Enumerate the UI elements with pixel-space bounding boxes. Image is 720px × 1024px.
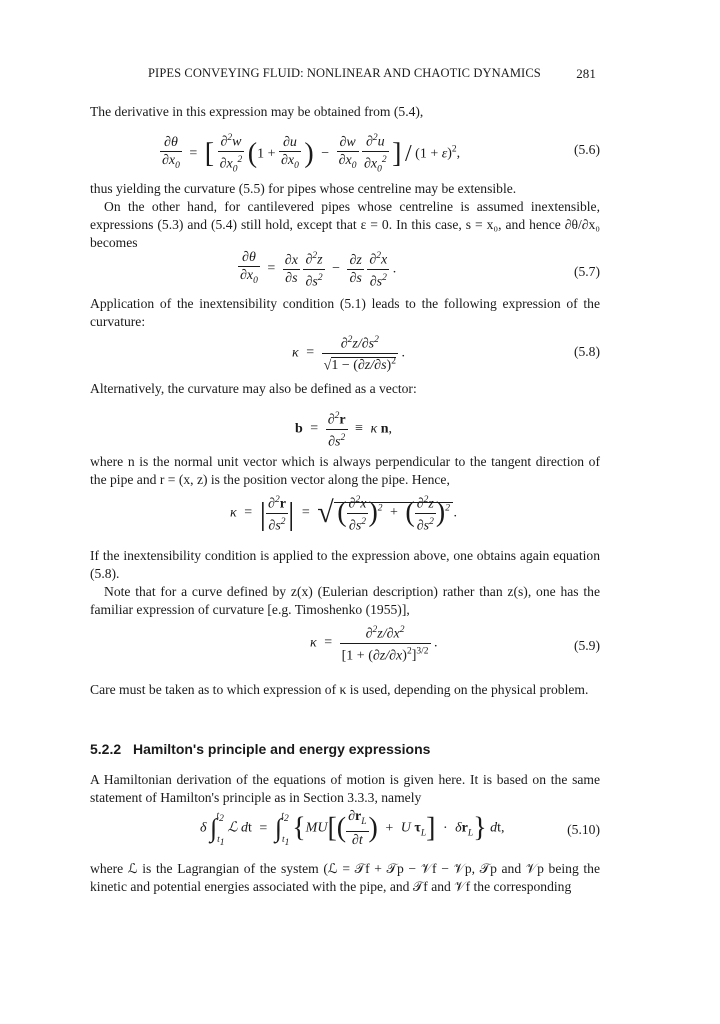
paragraph: A Hamiltonian derivation of the equations of motion is given here. It is based on the same statement of Hamilton's principle as in Section 3.3.3, namely — [90, 772, 600, 805]
equation-number: (5.8) — [573, 344, 600, 359]
equation-number: (5.7) — [573, 264, 600, 279]
section-heading — [90, 741, 430, 757]
paragraph: where n is the normal unit vector which is always perpendicular to the tangent direction of the pipe and r = (x, z) is the position vector along the pipe. Hence, — [90, 454, 600, 487]
paragraph: Care must be taken as to which expression of κ is used, depending on the physical problem. — [90, 682, 589, 697]
section-title: Hamilton's principle and energy expressions — [133, 741, 431, 757]
equation-5-8-body: κ = $\frac{\partial^2z/\partial s^2}{√1 - (\partial z/\partial s)^2}$ . — [292, 332, 405, 374]
equation-5-10-body: δ $\int_{t_1}^{t_2}$ ℒ dt = $\int_{t_1}^{t_2}$ {MU[( $\frac{\partial r_L}{\partial t}$ ) + U $\tau_L] \cdot \delta r_L$} dt, — [200, 809, 505, 848]
equation-curvature-vector — [90, 408, 600, 448]
paragraph: Alternatively, the curvature may also be defined as a vector: — [90, 381, 417, 396]
equation-5-7-body: $\frac{\partial\theta}{\partial x_0}$ = $\frac{\partial x}{\partial s}$ $\frac{\partial^2z}{\partial s^2}$ − $\frac{\partial z}{\partial s}$ $\frac{\partial^2x}{\partial s^2}$ . — [240, 249, 397, 290]
equation-number: (5.9) — [573, 638, 600, 653]
equation-number: (5.6) — [573, 142, 600, 157]
equation-5-9-body: κ = $\frac{\partial^2z/\partial x^2}{[1 + (\partial z/\partial x)^2]^{3/2}}$ . — [310, 622, 438, 664]
paragraph: If the inextensibility condition is applied to the expression above, one obtains again equation (5.8). — [90, 548, 600, 581]
paragraph: Note that for a curve defined by z(x) (Eulerian description) rather than z(s), one has the familiar expression of curvature [e.g. Timoshenko (1955)], — [90, 584, 600, 617]
equation-5-6-body: $\frac{\partial\theta}{\partial x_0}$ = [ $\frac{\partial^2w}{\partial x_0^2}$ (1 + $\frac{\partial u}{\partial x_0}$ ) − $\frac{\partial w}{\partial x_0}$ $\frac{\partial^2u}{\partial x_0^2}$ ] / $(1 + \varepsilon)^2$, — [160, 130, 460, 178]
equation-5-9 — [90, 622, 600, 662]
equation-number: (5.10) — [567, 822, 600, 837]
running-header — [148, 66, 596, 81]
equation-curvature-magnitude — [90, 492, 600, 532]
section-number: 5.2.2 — [90, 741, 122, 757]
equation-5-7 — [90, 248, 600, 288]
equation-curvature-vector-body: b = $\frac{\partial^2r}{\partial s^2}$ ≡ κ n, — [295, 408, 392, 450]
equation-5-8 — [90, 332, 600, 372]
equation-5-10 — [90, 808, 600, 848]
paragraph: Application of the inextensibility condition (5.1) leads to the following expression of the curvature: — [90, 296, 600, 329]
paragraph: thus yielding the curvature (5.5) for pipes whose centreline may be extensible. — [90, 181, 517, 196]
paragraph: On the other hand, for cantilevered pipes whose centreline is assumed inextensible, expressions (5.3) and (5.4) still hold, except that ε = 0. In this case, s = x₀, and hence ∂θ/∂x₀ becomes — [90, 199, 600, 250]
running-title: PIPES CONVEYING FLUID: NONLINEAR AND CHAOTIC DYNAMICS — [148, 66, 541, 80]
paragraph: The derivative in this expression may be obtained from (5.4), — [90, 104, 424, 119]
equation-5-6 — [90, 130, 600, 175]
paragraph: where ℒ is the Lagrangian of the system (ℒ = 𝒯f + 𝒯p − 𝒱f − 𝒱p, 𝒯p and 𝒱p being the kinetic and potential energies associated with the pipe, and 𝒯f and 𝒱f the corresponding — [90, 861, 600, 894]
equation-curvature-magnitude-body: κ = | $\frac{\partial^2r}{\partial s^2}$ | = √ ( $\frac{\partial^2x}{\partial s^2}$ )$^2$ + ( $\frac{\partial^2z}{\partial s^2}$ )$^2$ . — [230, 492, 457, 534]
page-number: 281 — [576, 66, 596, 81]
